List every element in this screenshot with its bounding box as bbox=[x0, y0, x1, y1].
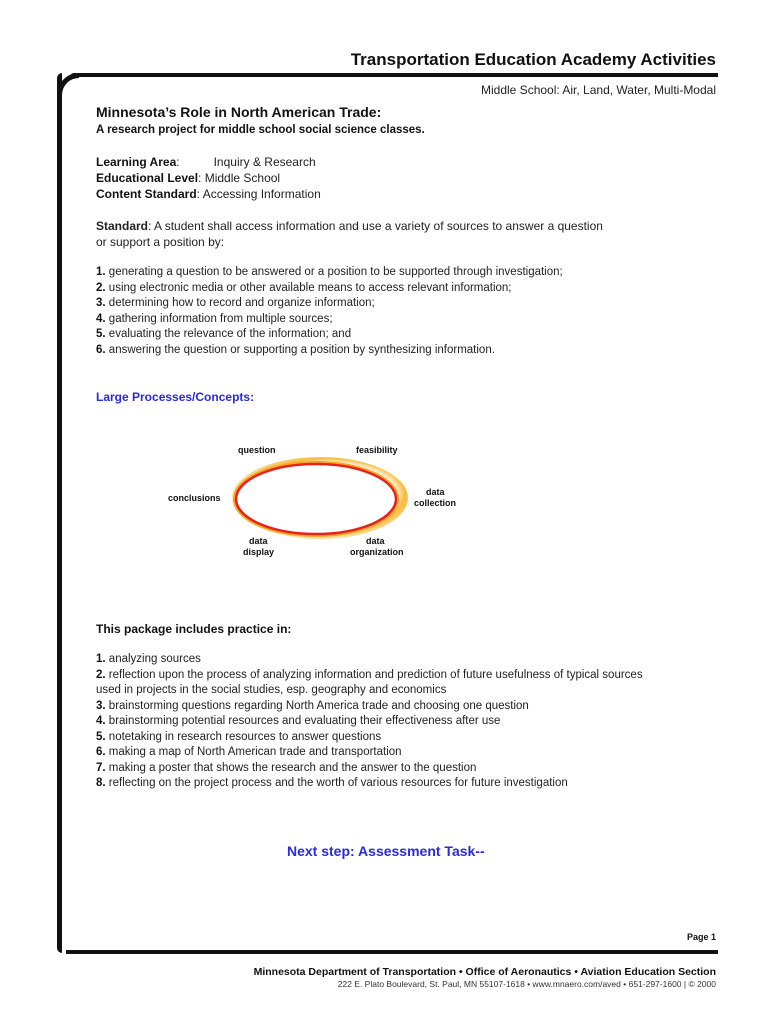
frame-left-rule bbox=[57, 73, 62, 953]
list-item: 6. answering the question or supporting a position by synthesizing information. bbox=[96, 343, 495, 356]
practice-heading: This package includes practice in: bbox=[96, 622, 292, 636]
label-data-display-1: data bbox=[249, 536, 268, 546]
educational-level-value: Middle School bbox=[204, 171, 281, 185]
list-item: 5. notetaking in research resources to answer questions bbox=[96, 730, 382, 743]
standard-text-line1: A student shall access information and use a variety of sources to answer a question bbox=[154, 219, 603, 233]
list-item: 3. brainstorming questions regarding North America trade and choosing one question bbox=[96, 699, 529, 712]
standard-list bbox=[96, 265, 696, 358]
list-item: 7. making a poster that shows the research and the answer to the question bbox=[96, 761, 477, 774]
red-ring bbox=[236, 464, 396, 534]
list-item: 1. analyzing sources bbox=[96, 653, 201, 665]
list-item: 4. brainstorming potential resources and evaluating their effectiveness after use bbox=[96, 715, 501, 727]
learning-area-row: Learning Area: Inquiry & Research bbox=[96, 155, 316, 169]
document-subtitle: A research project for middle school social science classes. bbox=[96, 124, 425, 136]
list-item: 8. reflecting on the project process and the worth of various resources for future investigation bbox=[96, 777, 568, 789]
content-standard-label: Content Standard bbox=[96, 187, 197, 201]
list-item: 6. making a map of North American trade and transportation bbox=[96, 746, 402, 758]
header-title: Transportation Education Academy Activities bbox=[350, 50, 716, 69]
label-question: question bbox=[238, 445, 276, 455]
frame-top-rule bbox=[70, 73, 718, 77]
process-cycle-diagram bbox=[160, 440, 457, 565]
label-data-display-2: display bbox=[243, 547, 275, 557]
list-item: 4. gathering information from multiple sources; bbox=[96, 312, 333, 325]
content-standard-value: Accessing Information bbox=[202, 187, 321, 201]
label-data-collection-2: collection bbox=[414, 498, 457, 508]
list-item: 5. evaluating the relevance of the information; and bbox=[96, 328, 352, 340]
educational-level-label: Educational Level bbox=[96, 171, 199, 185]
standard-paragraph: Standard: A student shall access information and use a variety of sources to answer a question or support a position by: bbox=[96, 219, 603, 249]
list-item: 1. generating a question to be answered or a position to be supported through investigation; bbox=[96, 266, 563, 278]
label-feasibility: feasibility bbox=[356, 445, 398, 455]
document-title: Minnesota’s Role in North American Trade: bbox=[96, 104, 382, 120]
educational-level-row: Educational Level: Middle School bbox=[96, 171, 281, 185]
content-standard-row: Content Standard: Accessing Information bbox=[96, 187, 321, 201]
list-item: 3. determining how to record and organize information; bbox=[96, 297, 375, 309]
header-subtitle: Middle School: Air, Land, Water, Multi-Modal bbox=[481, 83, 716, 97]
learning-area-label: Learning Area bbox=[96, 155, 177, 169]
practice-list bbox=[96, 652, 661, 792]
footer-organization: Minnesota Department of Transportation • Office of Aeronautics • Aviation Education Section bbox=[253, 966, 716, 978]
list-item: 2. using electronic media or other available means to access relevant information; bbox=[96, 281, 512, 294]
processes-heading: Large Processes/Concepts: bbox=[96, 390, 255, 404]
label-conclusions: conclusions bbox=[168, 493, 221, 503]
footer-address: 222 E. Plato Boulevard, St. Paul, MN 55107-1618 • www.mnaero.com/aved • 651-297-1600 | © 2000 bbox=[337, 979, 716, 989]
standard-label: Standard bbox=[96, 219, 149, 233]
label-data-organization-1: data bbox=[366, 536, 385, 546]
label-data-organization-2: organization bbox=[350, 547, 404, 557]
next-step-link[interactable]: Next step: Assessment Task-- bbox=[287, 843, 485, 859]
label-data-collection-1: data bbox=[426, 487, 445, 497]
page-number: Page 1 bbox=[686, 932, 716, 942]
list-item: 2. reflection upon the process of analyzing information and prediction of future usefulness of typical sources used in projects in the social studies, esp. geography and economics bbox=[96, 668, 643, 696]
standard-text-line2: or support a position by: bbox=[96, 235, 225, 249]
learning-area-value: Inquiry & Research bbox=[213, 155, 316, 169]
frame-bottom-rule bbox=[66, 950, 718, 954]
